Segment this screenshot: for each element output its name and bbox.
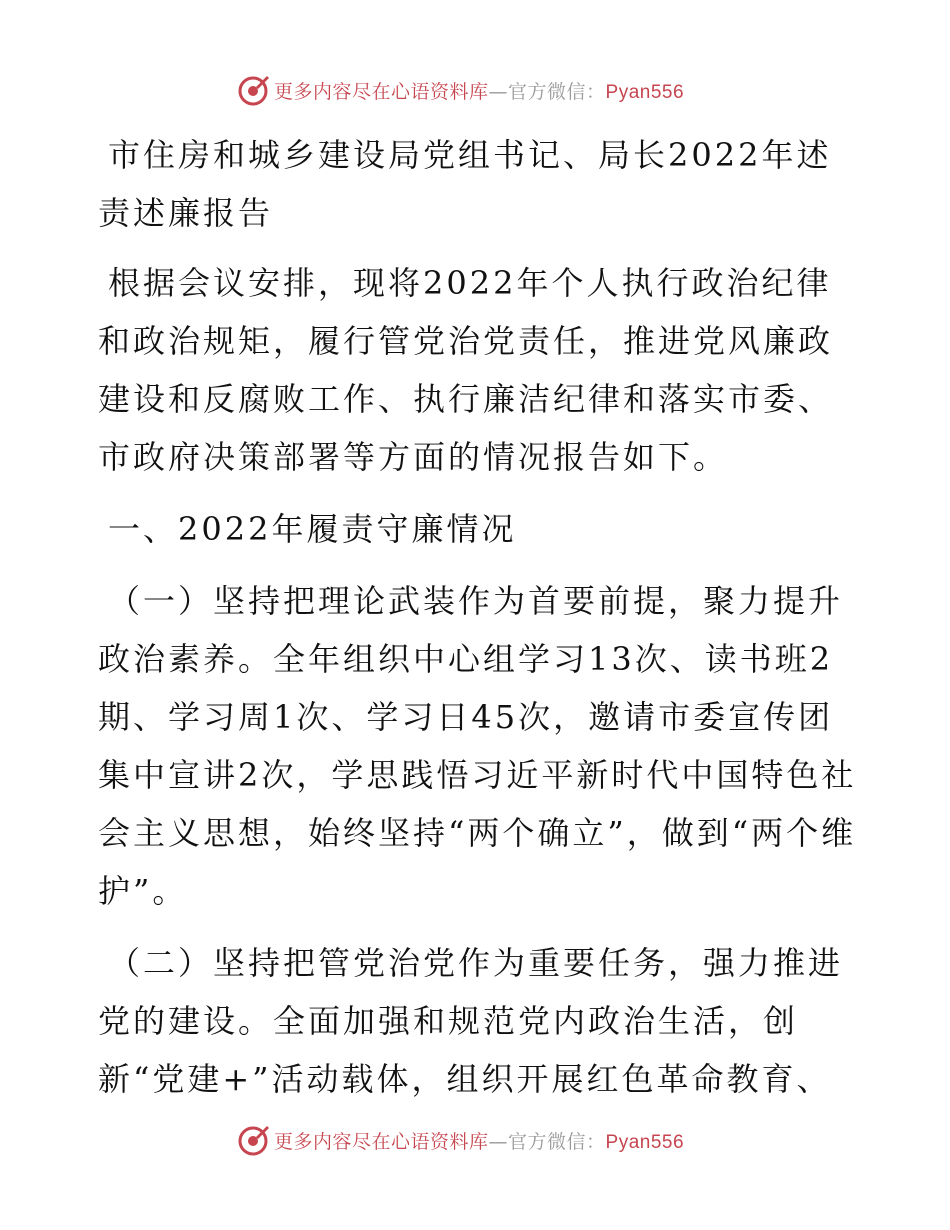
document-title: 市住房和城乡建设局党组书记、局长2022年述责述廉报告 [98,136,832,232]
banner-site-name: 更多内容尽在心语资料库 [274,1130,489,1153]
paragraph-1: （一）坚持把理论武装作为首要前提，聚力提升政治素养。全年组织中心组学习13次、读书班2期、学习周1次、学习日45次，邀请市委宣传团集中宣讲2次，学思践悟习近平新时代中国特色社会主义思想，始终坚持“两个确立”，做到“两个维护”。 [98,582,857,910]
banner-site-name: 更多内容尽在心语资料库 [274,80,489,103]
banner-text [274,1127,684,1154]
pen-circle-logo-icon [236,1123,270,1157]
banner-separator: — [488,1130,509,1153]
banner-wechat-label: 官方微信： [508,1130,606,1153]
pen-circle-logo-icon [236,73,270,107]
paragraph-2: （二）坚持把管党治党作为重要任务，强力推进党的建设。全面加强和规范党内政治生活，创新“党建+”活动载体，组织开展红色革命教育、 [98,944,844,1098]
section-heading: 一、2022年履责守廉情况 [108,510,517,548]
header-banner [236,72,684,108]
intro-paragraph: 根据会议安排，现将2022年个人执行政治纪律和政治规矩，履行管党治党责任，推进党风廉政建设和反腐败工作、执行廉洁纪律和落实市委、市政府决策部署等方面的情况报告如下。 [98,264,834,476]
document-body [98,126,858,1108]
banner-wechat-id: Pyan556 [605,81,685,103]
banner-text [274,77,684,104]
footer-banner [236,1122,684,1158]
banner-wechat-label: 官方微信： [508,80,606,103]
banner-wechat-id: Pyan556 [605,1131,685,1153]
banner-separator: — [488,80,509,103]
